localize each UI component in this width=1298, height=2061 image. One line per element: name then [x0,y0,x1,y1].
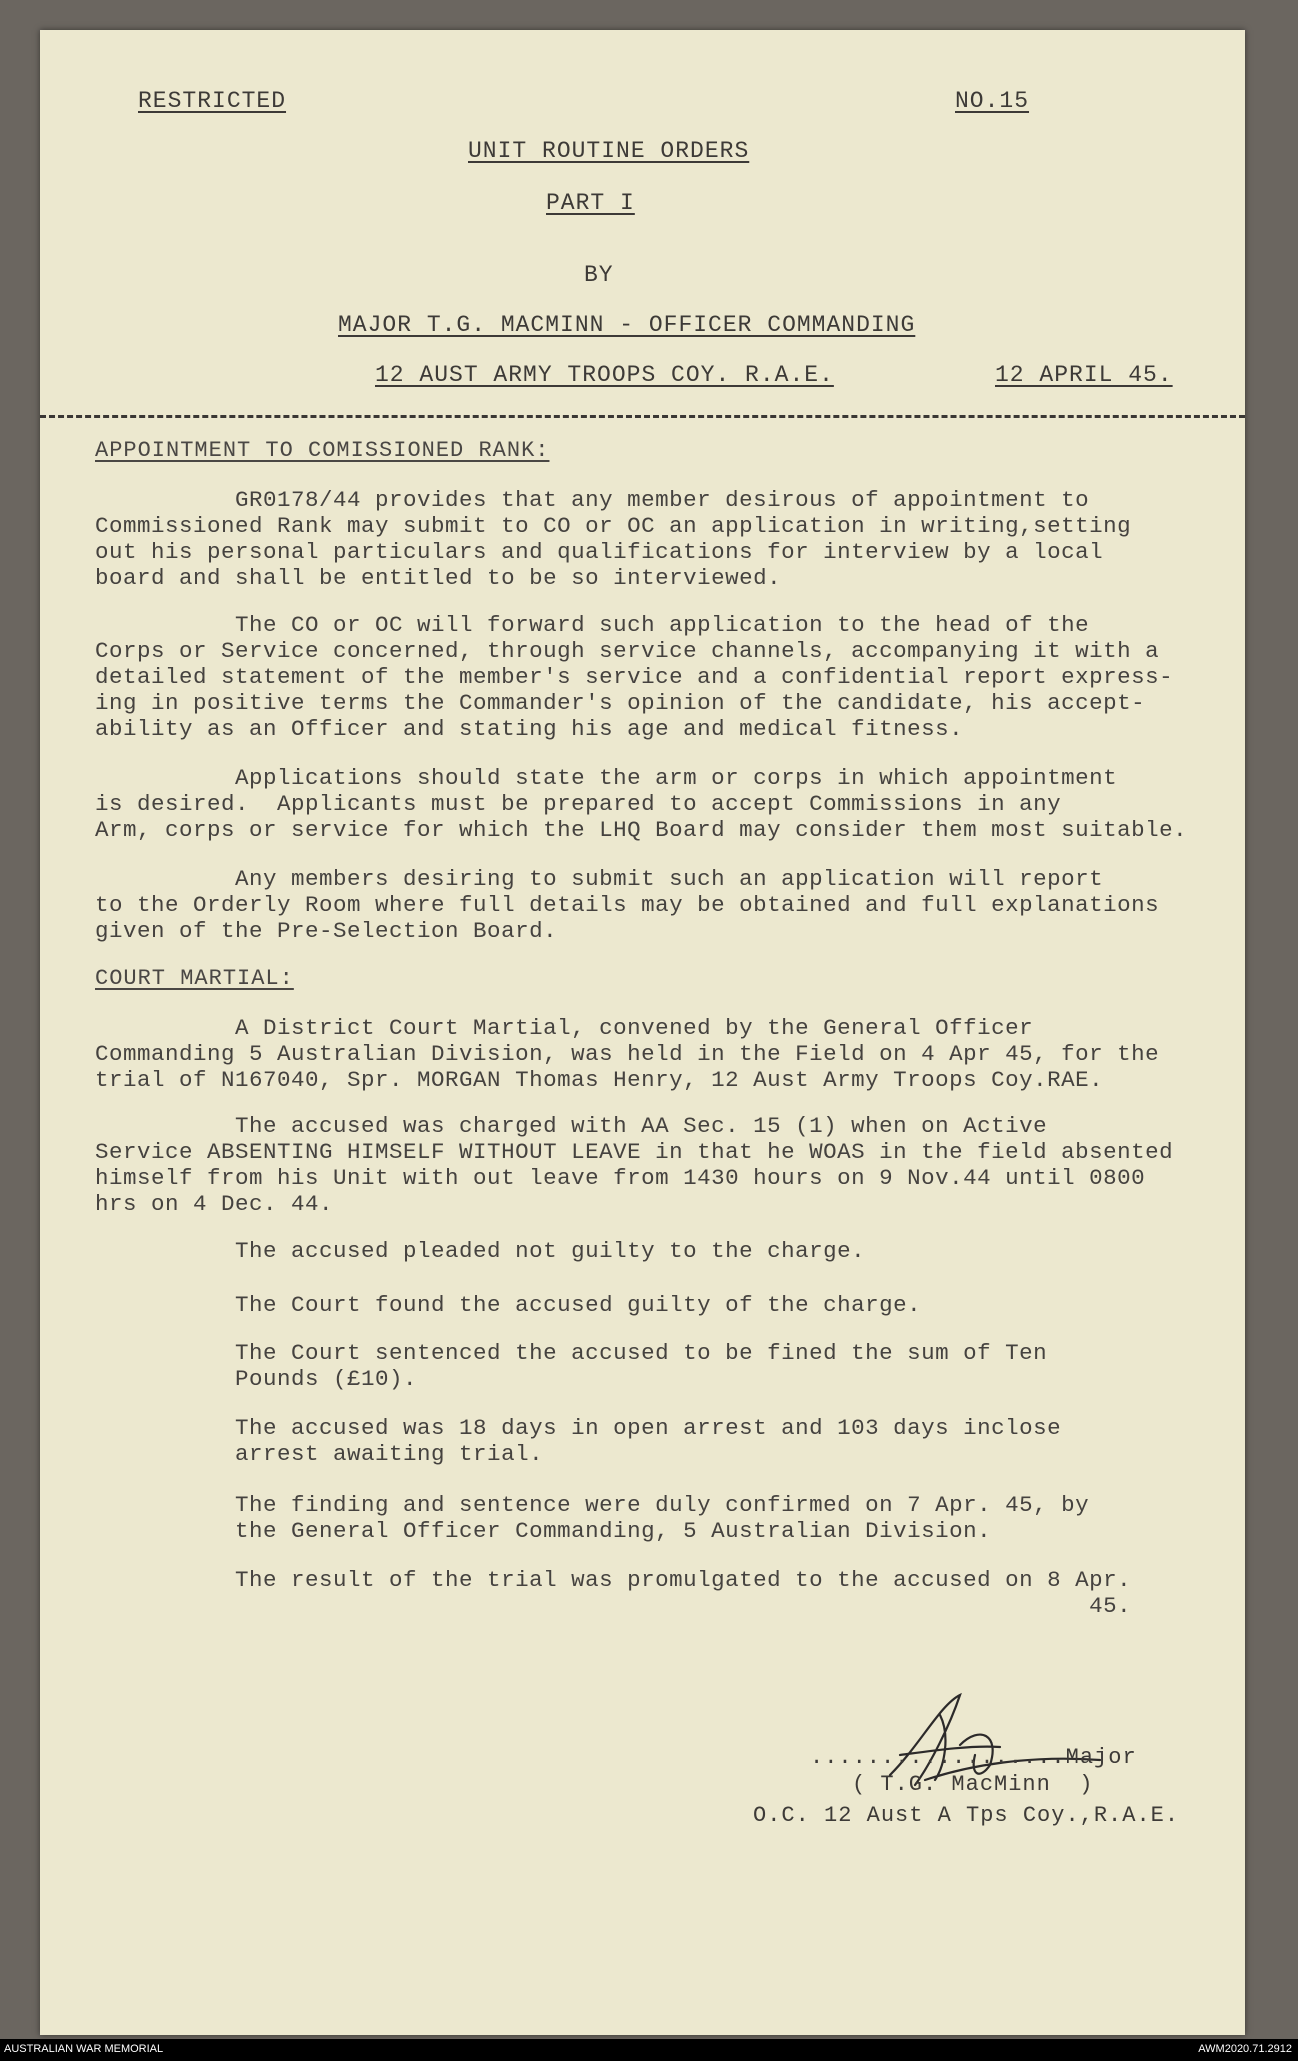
officer-line: MAJOR T.G. MACMINN - OFFICER COMMANDING [338,312,916,338]
document-page [40,30,1245,2035]
paragraph: GR0178/44 provides that any member desirous of appointment to Commissioned Rank may submit to CO or OC an application in writing,setting out his personal particulars and qualifications for interview by a local board and shall be entitled to be so interviewed. [95,487,1132,591]
header-rule [40,415,1245,418]
paragraph: The Court sentenced the accused to be fined the sum of Ten Pounds (£10). [95,1340,1048,1392]
paragraph: The Court found the accused guilty of the charge. [95,1292,922,1318]
by-label: BY [584,262,614,288]
signatory-name: ( T.G. MacMinn ) [852,1772,1094,1797]
paragraph: Applications should state the arm or corps in which appointment is desired. Applicants must be prepared to accept Commissions in any Arm, corps or service for which the LHQ Board may consider them most suitable. [95,765,1188,843]
paragraph: The accused was 18 days in open arrest and 103 days inclose arrest awaiting trial. [95,1415,1062,1467]
paragraph: A District Court Martial, convened by the General Officer Commanding 5 Australian Division, was held in the Field on 4 Apr 45, for the trial of N167040, Spr. MORGAN Thomas Henry, 12 Aust Army Troops Coy.RAE. [95,1015,1160,1093]
signature-line: ..................Major [810,1745,1137,1770]
classification-label: RESTRICTED [138,88,287,114]
document-title: UNIT ROUTINE ORDERS [468,138,750,164]
signatory-title: O.C. 12 Aust A Tps Coy.,R.A.E. [753,1803,1180,1828]
paragraph: The accused was charged with AA Sec. 15 (1) when on Active Service ABSENTING HIMSELF WITHOUT LEAVE in that he WOAS in the field absented himself from his Unit with out leave from 1430 hours on 9 Nov.44 until 0800 hrs on 4 Dec. 44. [95,1113,1174,1217]
part-label: PART I [546,190,635,216]
section-heading-court-martial: COURT MARTIAL: [95,966,294,991]
paragraph: The accused pleaded not guilty to the charge. [95,1238,866,1264]
date-line: 12 APRIL 45. [995,362,1173,388]
paragraph: The result of the trial was promulgated to the accused on 8 Apr. 45. [95,1567,1132,1619]
archive-footer [0,2039,1298,2061]
archive-reference: AWM2020.71.2912 [1198,2043,1292,2055]
order-number: NO.15 [955,88,1030,114]
section-heading-commission: APPOINTMENT TO COMISSIONED RANK: [95,438,550,463]
paragraph: The CO or OC will forward such application to the head of the Corps or Service concerned, through service channels, accompanying it with a detailed statement of the member's service and a confidential report express- ing in positive terms the Commander's opinion of the candidate, his accept- ability as an Officer and stating his age and medical fitness. [95,612,1174,742]
unit-line: 12 AUST ARMY TROOPS COY. R.A.E. [375,362,834,388]
archive-name: AUSTRALIAN WAR MEMORIAL [4,2043,164,2055]
paragraph: The finding and sentence were duly confirmed on 7 Apr. 45, by the General Officer Commanding, 5 Australian Division. [95,1492,1090,1544]
paragraph: Any members desiring to submit such an application will report to the Orderly Room where full details may be obtained and full explanations given of the Pre-Selection Board. [95,866,1160,944]
